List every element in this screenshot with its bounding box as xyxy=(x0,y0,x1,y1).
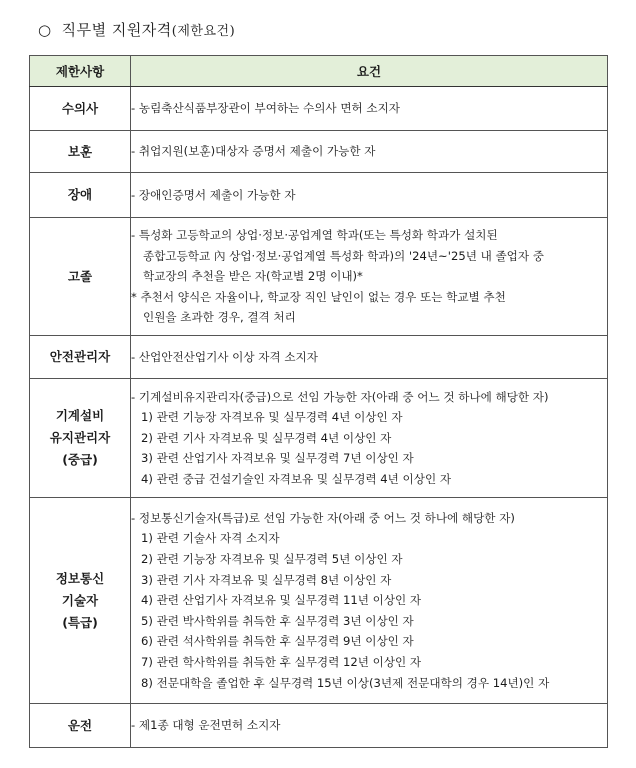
requirement-item: 7) 관련 학사학위를 취득한 후 실무경력 12년 이상인 자 xyxy=(141,654,422,669)
table-row xyxy=(30,218,608,336)
row-requirement xyxy=(131,704,608,748)
category-label: 기계설비 xyxy=(55,408,105,423)
requirement-line: - 산업안전산업기사 이상 자격 소지자 xyxy=(131,349,318,364)
requirement-item: 3) 관련 산업기사 자격보유 및 실무경력 7년 이상인 자 xyxy=(141,451,414,466)
requirement-item: 2) 관련 기사 자격보유 및 실무경력 4년 이상인 자 xyxy=(141,430,392,445)
requirement-note: * 추천서 양식은 자율이나, 학교장 직인 날인이 없는 경우 또는 학교별 추천 xyxy=(131,289,506,304)
requirements-table xyxy=(29,55,608,748)
requirement-line: - 특성화 고등학교의 상업·정보·공업계열 학과(또는 특성화 학과가 설치된 xyxy=(131,228,498,243)
row-requirement xyxy=(131,336,608,379)
section-heading xyxy=(38,19,235,40)
category-label: 보훈 xyxy=(67,143,93,159)
table-row xyxy=(30,498,608,704)
row-requirement xyxy=(131,379,608,498)
requirement-line: - 농림축산식품부장관이 부여하는 수의사 면허 소지자 xyxy=(131,101,401,116)
row-category xyxy=(30,87,131,131)
row-category xyxy=(30,218,131,336)
row-category xyxy=(30,379,131,498)
section-title: 직무별 지원자격 xyxy=(61,21,172,39)
row-requirement xyxy=(131,218,608,336)
section-subtitle: (제한요건) xyxy=(171,24,236,39)
requirement-note: 인원을 초과한 경우, 결격 처리 xyxy=(143,310,296,325)
category-label: 기술자 xyxy=(61,592,99,608)
requirement-line: - 정보통신기술자(특급)로 선임 가능한 자(아래 중 어느 것 하나에 해당한 자) xyxy=(131,510,515,525)
requirement-line: - 장애인증명서 제출이 가능한 자 xyxy=(131,187,296,202)
category-label: (특급) xyxy=(62,614,98,630)
requirement-item: 5) 관련 박사학위를 취득한 후 실무경력 3년 이상인 자 xyxy=(141,613,414,628)
requirement-item: 6) 관련 석사학위를 취득한 후 실무경력 9년 이상인 자 xyxy=(141,634,414,649)
table-row xyxy=(30,379,608,498)
row-requirement xyxy=(131,173,608,218)
requirement-line: 학교장의 추천을 받은 자(학교별 2명 이내)* xyxy=(143,269,363,284)
row-requirement xyxy=(131,87,608,131)
category-label: 정보통신 xyxy=(55,570,105,586)
category-label: 수의사 xyxy=(61,100,99,116)
requirement-item: 2) 관련 기능장 자격보유 및 실무경력 5년 이상인 자 xyxy=(141,552,403,567)
requirement-line: - 제1종 대형 운전면허 소지자 xyxy=(131,718,281,733)
row-category xyxy=(30,173,131,218)
header-category: 제한사항 xyxy=(30,56,131,87)
category-label: 운전 xyxy=(67,717,93,733)
requirement-item: 1) 관련 기술사 자격 소지자 xyxy=(141,531,280,546)
row-category xyxy=(30,336,131,379)
table-row xyxy=(30,173,608,218)
circle-bullet-icon: ○ xyxy=(38,21,52,39)
requirement-item: 8) 전문대학을 졸업한 후 실무경력 15년 이상(3년제 전문대학의 경우 14년)인 자 xyxy=(141,675,550,690)
category-label: 유지관리자 xyxy=(49,430,111,445)
table-row xyxy=(30,131,608,173)
requirement-line: - 취업지원(보훈)대상자 증명서 제출이 가능한 자 xyxy=(131,144,376,159)
table-row xyxy=(30,336,608,379)
category-label: 고졸 xyxy=(67,268,93,284)
requirement-item: 4) 관련 산업기사 자격보유 및 실무경력 11년 이상인 자 xyxy=(141,593,422,608)
requirement-item: 3) 관련 기사 자격보유 및 실무경력 8년 이상인 자 xyxy=(141,572,392,587)
table-row xyxy=(30,87,608,131)
row-requirement xyxy=(131,131,608,173)
header-requirement: 요건 xyxy=(131,56,608,87)
requirement-line: 종합고등학교 內 상업·정보·공업계열 특성화 학과)의 '24년~'25년 내 졸업자 중 xyxy=(143,248,544,263)
category-label: 안전관리자 xyxy=(49,349,111,364)
category-label: 장애 xyxy=(67,187,93,202)
table-header-row xyxy=(30,56,608,87)
row-category xyxy=(30,704,131,748)
row-category xyxy=(30,498,131,704)
row-category xyxy=(30,131,131,173)
requirement-item: 1) 관련 기능장 자격보유 및 실무경력 4년 이상인 자 xyxy=(141,410,403,425)
requirement-line: - 기계설비유지관리자(중급)으로 선임 가능한 자(아래 중 어느 것 하나에 해당한 자) xyxy=(131,389,549,404)
requirement-item: 4) 관련 중급 건설기술인 자격보유 및 실무경력 4년 이상인 자 xyxy=(141,471,452,486)
table-row xyxy=(30,704,608,748)
category-label: (중급) xyxy=(62,452,98,467)
row-requirement xyxy=(131,498,608,704)
